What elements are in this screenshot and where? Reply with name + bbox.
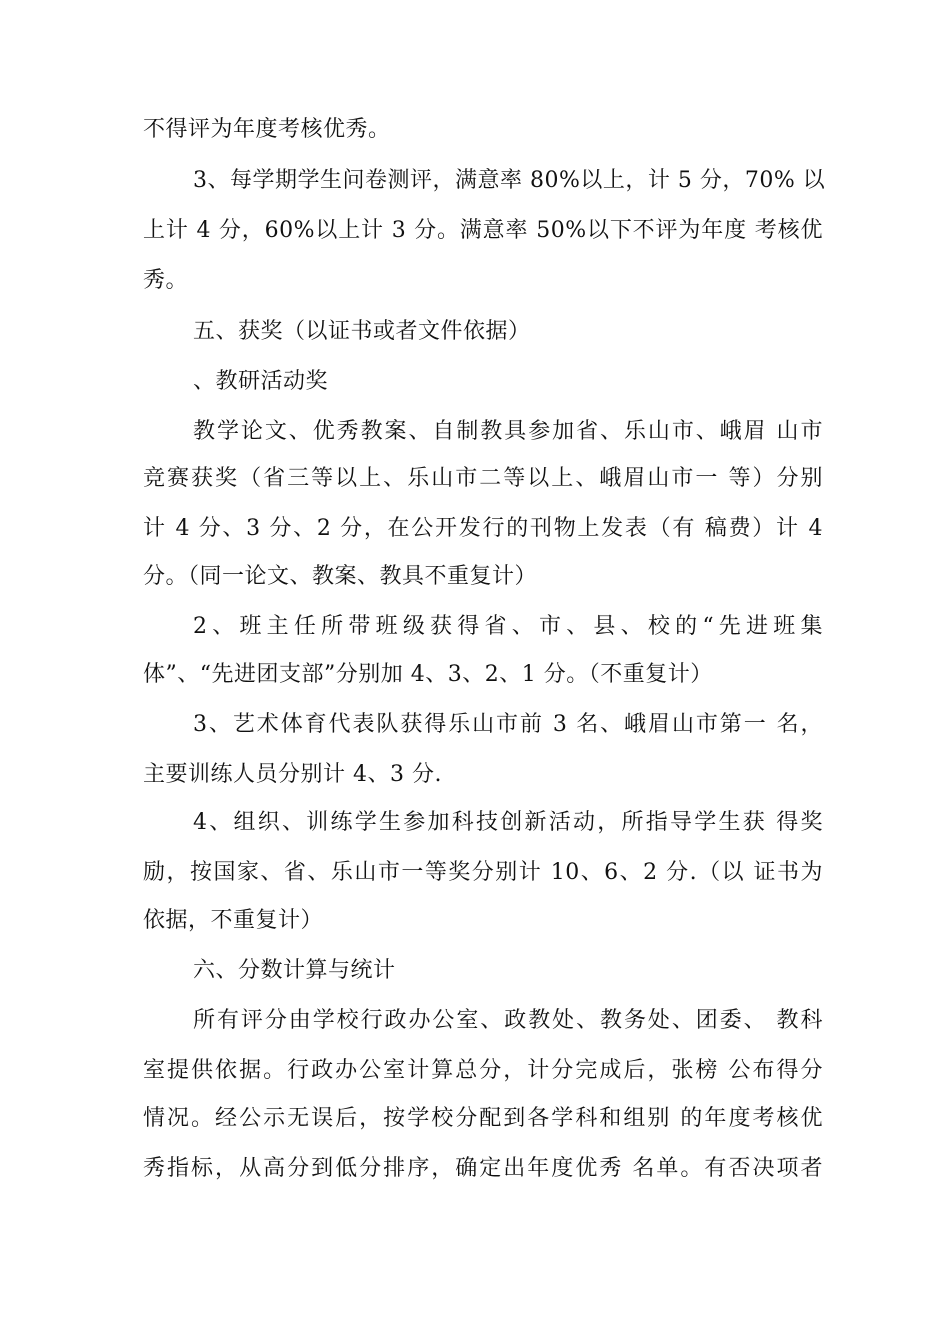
section-heading-scoring: 六、分数计算与统计	[193, 958, 396, 983]
text-line-10: 分。（同一论文、教案、教具不重复计）	[143, 564, 538, 589]
text-line-3: 上计 4 分，60%以上计 3 分。满意率 50%以下不评为年度 考核优	[143, 218, 823, 243]
text-line-1: 不得评为年度考核优秀。	[143, 117, 391, 142]
text-line-4: 秀。	[143, 268, 189, 293]
text-line-16: 励，按国家、省、乐山市一等奖分别计 10、6、2 分.（以 证书为	[143, 860, 823, 885]
text-line-22: 秀指标，从高分到低分排序，确定出年度优秀 名单。有否决项者	[143, 1156, 823, 1181]
text-line-17: 依据，不重复计）	[143, 908, 324, 933]
section-heading-awards: 五、获奖（以证书或者文件依据）	[193, 319, 531, 344]
text-line-13: 3、艺术体育代表队获得乐山市前 3 名、峨眉山市第一 名，	[193, 712, 823, 737]
text-line-12: 体”、“先进团支部”分别加 4、3、2、1 分。（不重复计）	[143, 662, 713, 687]
text-line-9: 计 4 分、3 分、2 分，在公开发行的刊物上发表（有 稿费）计 4	[143, 516, 823, 541]
text-line-15: 4、组织、训练学生参加科技创新活动，所指导学生获 得奖	[193, 810, 823, 835]
text-line-21: 情况。经公示无误后，按学校分配到各学科和组别 的年度考核优	[143, 1106, 823, 1131]
text-line-2: 3、每学期学生问卷测评，满意率 80%以上，计 5 分，70% 以	[193, 168, 826, 193]
text-line-14: 主要训练人员分别计 4、3 分.	[143, 762, 442, 787]
text-line-19: 所有评分由学校行政办公室、政教处、教务处、团委、 教科	[193, 1008, 823, 1033]
text-line-20: 室提供依据。行政办公室计算总分，计分完成后，张榜 公布得分	[143, 1058, 823, 1083]
text-line-8: 竞赛获奖（省三等以上、乐山市二等以上、峨眉山市一 等）分别	[143, 466, 823, 491]
subheading-research-award: 、教研活动奖	[193, 369, 329, 394]
text-line-11: 2、班主任所带班级获得省、市、县、校的“先进班集	[193, 614, 823, 639]
text-line-7: 教学论文、优秀教案、自制教具参加省、乐山市、峨眉 山市	[193, 419, 823, 444]
